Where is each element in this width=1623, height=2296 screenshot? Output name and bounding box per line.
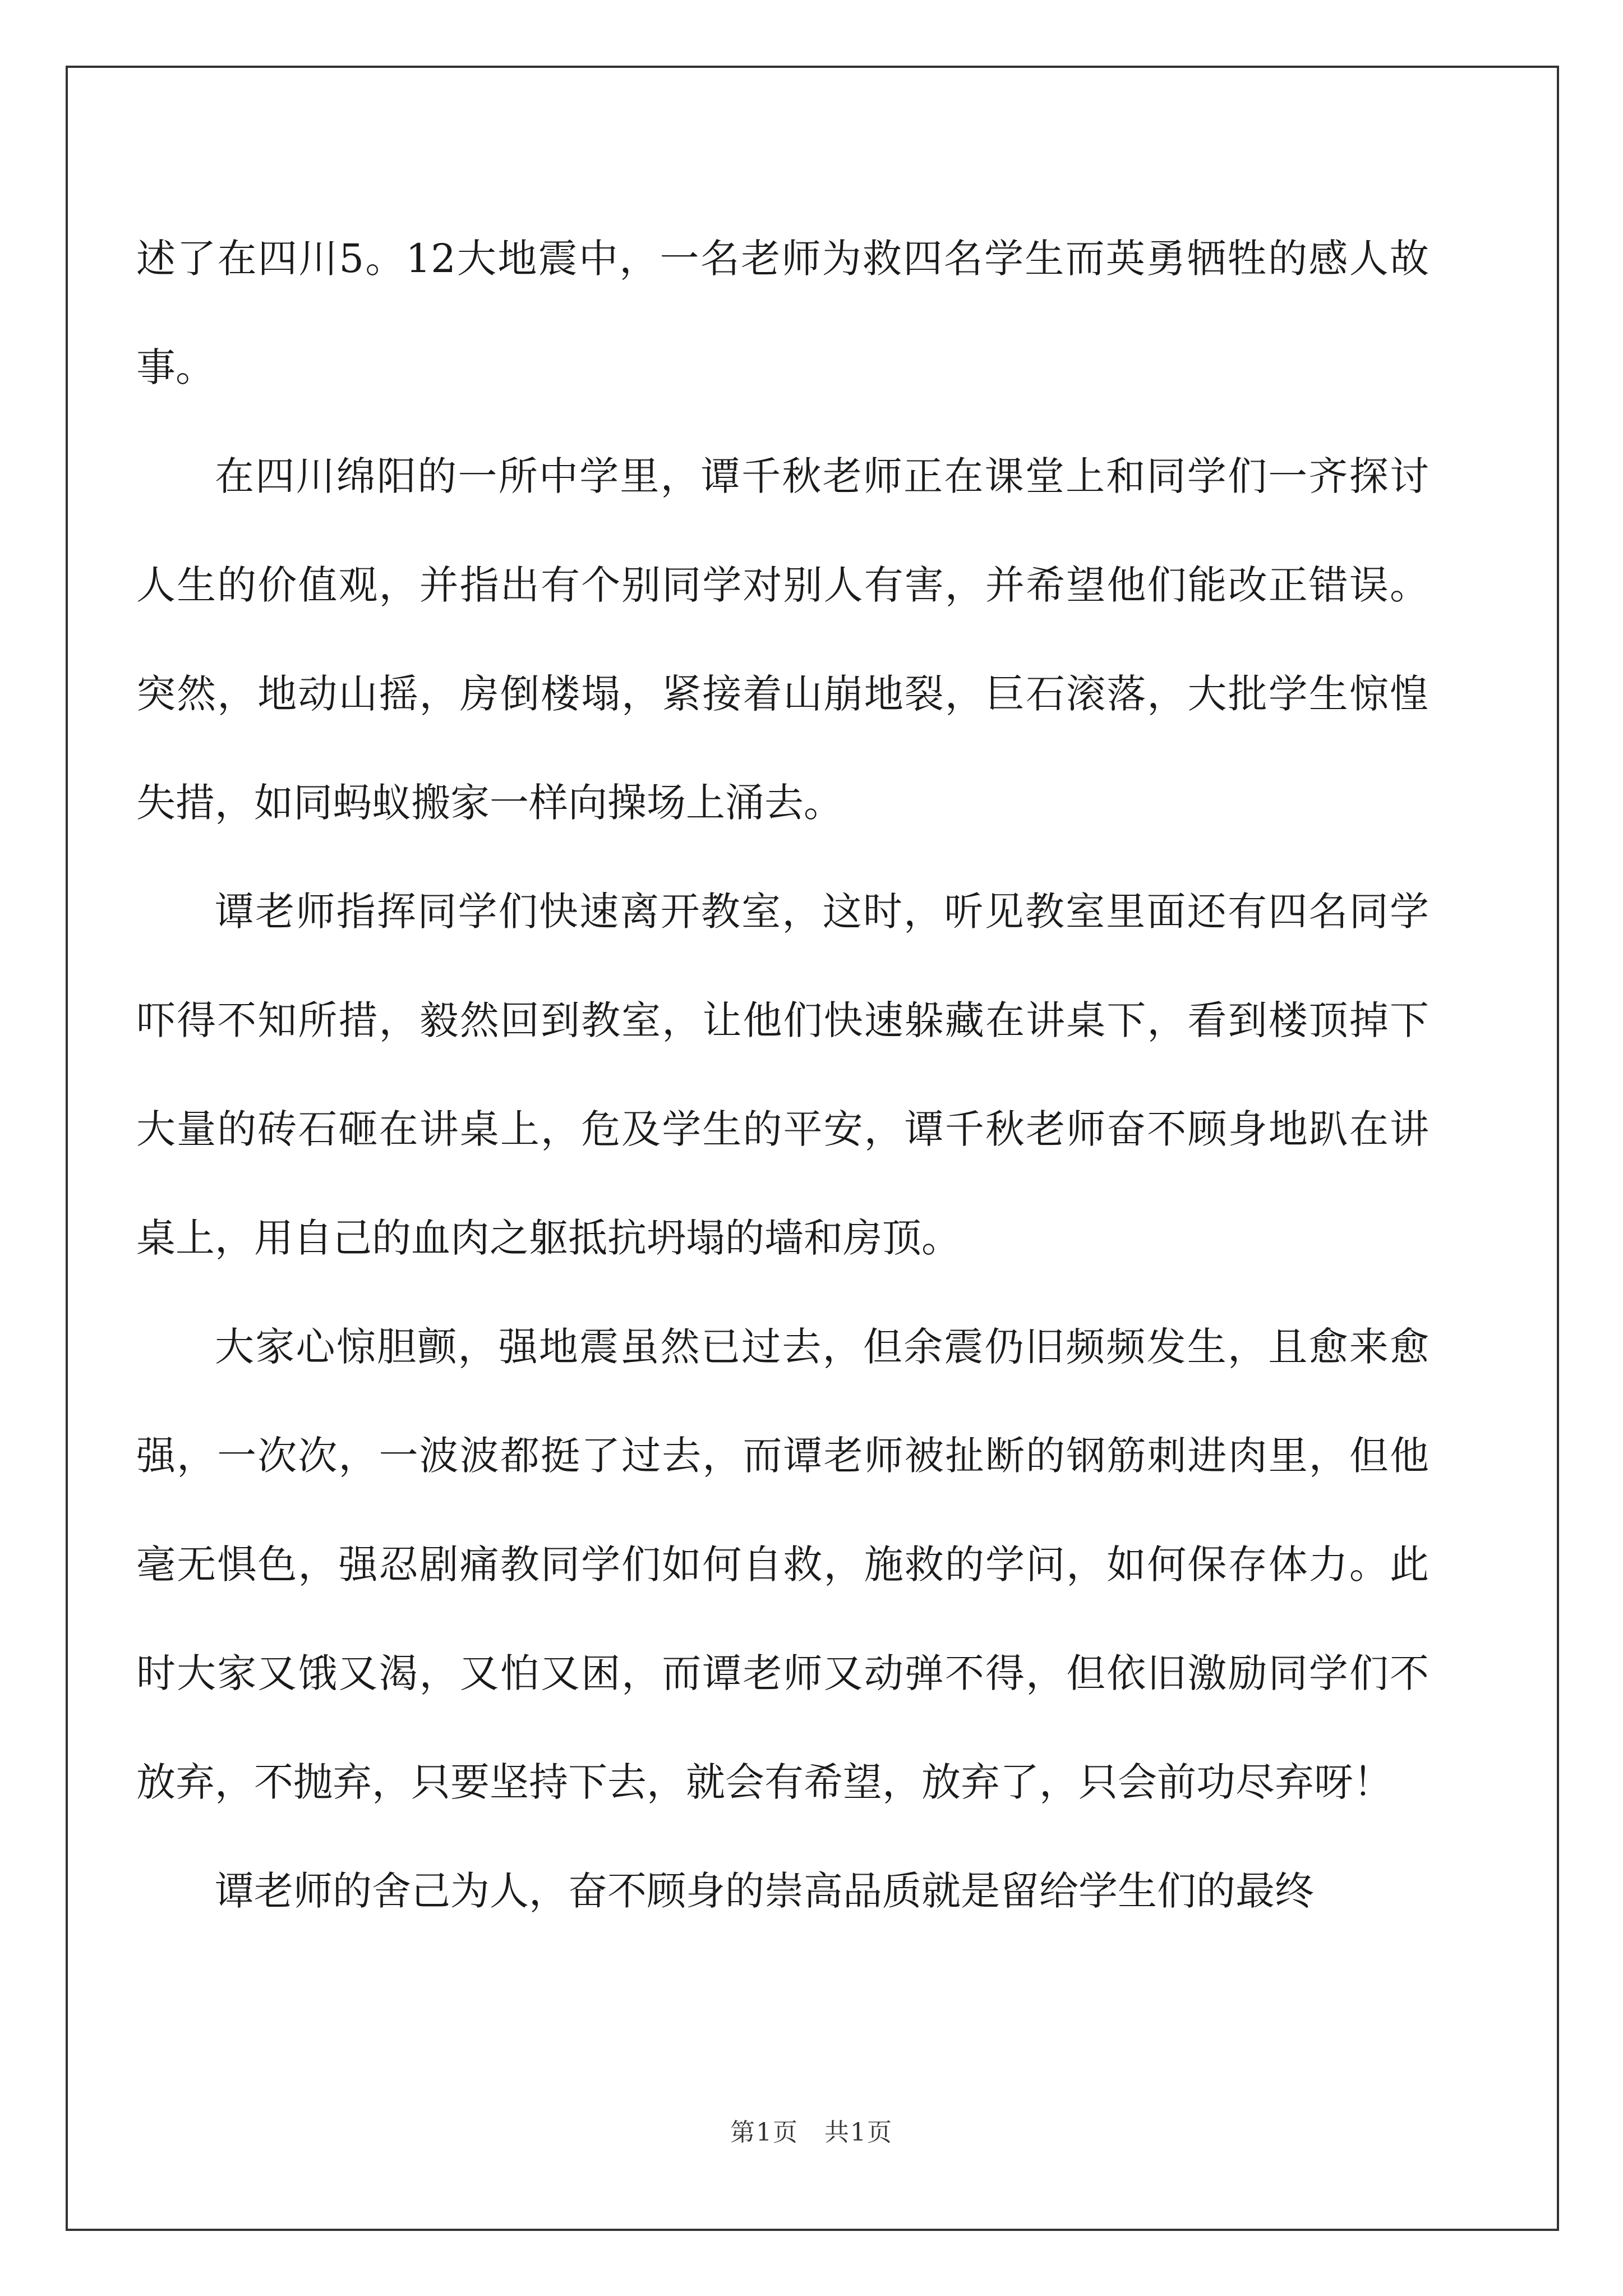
paragraph-4: 大家心惊胆颤，强地震虽然已过去，但余震仍旧频频发生，且愈来愈强，一次次，一波波都挺了过去，而谭老师被扯断的钢筋刺进肉里，但他毫无惧色，强忍剧痛教同学们如何自救，施救的学问，如何保存体力。此时大家又饿又渴，又怕又困，而谭老师又动弹不得，但依旧激励同学们不放弃，不抛弃，只要坚持下去，就会有希望，放弃了，只会前功尽弃呀！ (136, 1324, 1429, 1805)
paragraph-1: 述了在四川5。12大地震中，一名老师为救四名学生而英勇牺牲的感人故事。 (136, 236, 1429, 390)
document-body (136, 204, 1429, 1945)
paragraph-2: 在四川绵阳的一所中学里，谭千秋老师正在课堂上和同学们一齐探讨人生的价值观，并指出有个别同学对别人有害，并希望他们能改正错误。突然，地动山摇，房倒楼塌，紧接着山崩地裂，巨石滚落，大批学生惊惶失措，如同蚂蚁搬家一样向操场上涌去。 (136, 453, 1429, 826)
paragraph-3: 谭老师指挥同学们快速离开教室，这时，听见教室里面还有四名同学吓得不知所措，毅然回到教室，让他们快速躲藏在讲桌下，看到楼顶掉下大量的砖石砸在讲桌上，危及学生的平安，谭千秋老师奋不顾身地趴在讲桌上，用自己的血肉之躯抵抗坍塌的墙和房顶。 (136, 889, 1429, 1261)
paragraph-5: 谭老师的舍己为人，奋不顾身的崇高品质就是留给学生们的最终 (215, 1868, 1314, 1914)
page-footer: 第1页 共1页 (730, 2118, 893, 2147)
